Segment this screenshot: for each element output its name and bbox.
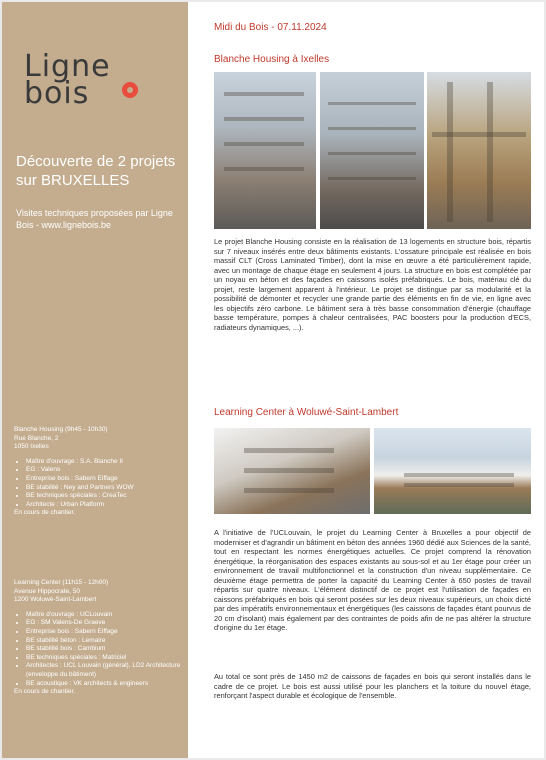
- list-item: • BE stabilité bois : Cambium: [26, 645, 184, 654]
- ligne-bois-logo: [24, 49, 144, 112]
- sidebar-heading: Découverte de 2 projets sur BRUXELLES: [16, 153, 176, 189]
- visit-status: En cours de chantier.: [14, 509, 76, 517]
- section-text-learning-center-2: Au total ce sont près de 1450 m2 de caissons de façades en bois qui seront installés dans le cadre de ce projet. Le bois est aussi utilisé pour les planchers et la toiture du nouvel étage, renforçant l'aspect durable et écologique de l'ensemble.: [214, 672, 531, 700]
- list-item: • Maître d'ouvrage : S.A. Blanche II: [26, 458, 184, 467]
- visit-name: Learning Center (11h15 - 12h00): [14, 579, 109, 586]
- logo-line2: bois: [24, 76, 90, 111]
- logo-dot-icon: [122, 82, 138, 98]
- list-item: • BE stabilité béton : Lemaire: [26, 637, 184, 646]
- visit-blanche-housing: [14, 426, 184, 518]
- section-title-learning-center: Learning Center à Woluwé-Saint-Lambert: [214, 407, 399, 418]
- visit-street: Rue Blanche, 2: [14, 434, 59, 442]
- visit-status: En cours de chantier.: [14, 688, 76, 696]
- visit-name: Blanche Housing (9h45 - 10h30): [14, 426, 108, 433]
- list-item: • BE techniques spéciales : Matriciel: [26, 654, 184, 663]
- list-item: • Entreprise bois : Sabern Eiffage: [26, 628, 184, 637]
- visit-street: Avenue Hippocrate, 50: [14, 587, 81, 595]
- photo-construction-site: [427, 72, 531, 229]
- list-item: • Architectes : UCL Louvain (général), LD2 Architecture (enveloppe du bâtiment): [26, 662, 184, 679]
- page: [2, 2, 544, 758]
- list-item: • EG : Valens: [26, 466, 184, 475]
- list-item: • EG : SM Valens-De Graeve: [26, 619, 184, 628]
- visit-city: 1200 Woluwé-Saint-Lambert: [14, 596, 97, 604]
- page-title: Midi du Bois - 07.11.2024: [214, 22, 327, 33]
- section-text-blanche-housing: Le projet Blanche Housing consiste en la réalisation de 13 logements en structure bois, répartis sur 7 niveaux insérés entre deux bâtiments existants. L'ossature principale est réalisée en bois massif CLT (Cross Laminated Timber), dont la mise en œuvre a été particulièrement rapide, avec un montage de chaque étage en seulement 4 jours. La structure en bois est complétée par un noyau en béton et des façades en caissons isolés préfabriqués. Le bois, matériau clé du projet, reste largement apparent à l'intérieur. Le projet se distingue par sa modularité et la possibilité de démonter et recycler une grande partie des éléments en fin de vie, en ligne avec les objectifs zéro carbone. Le bâtiment sera à très basse consommation d'énergie (chauffage basse température, pompes à chaleur centralisées, PAC boosters pour la production d'ECS, radiateurs dynamiques, ...).: [214, 237, 531, 332]
- visit-learning-center: [14, 579, 184, 697]
- list-item: • Entreprise bois : Sabern Eiffage: [26, 475, 184, 484]
- visit-city: 1050 Ixelles: [14, 443, 49, 451]
- visit-stakeholders: [14, 611, 184, 688]
- list-item: • BE stabilité : Ney and Partners WOW: [26, 484, 184, 493]
- logo-line1: Ligne: [24, 49, 111, 84]
- photo-building-render: [374, 428, 531, 514]
- list-item: • Maître d'ouvrage : UCLouvain: [26, 611, 184, 620]
- section-title-blanche-housing: Blanche Housing à Ixelles: [214, 54, 330, 65]
- photo-3d-model: [214, 428, 370, 514]
- section-text-learning-center-1: A l'initiative de l'UCLouvain, le projet du Learning Center à Bruxelles a pour objectif de moderniser et d'agrandir un bâtiment en béton des années 1960 dédié aux Sciences de la santé, tout en respectant les normes énergétiques actuelles. Ce projet comprend la rénovation énergétique, la réorganisation des espaces existants au sous-sol et au 1er étage pour créer un environnement de travail multifonctionnel et la construction d'un niveau supplémentaire. Ce deuxième étage permettra de porter la capacité du Learning Center à 650 postes de travail répartis sur quatre niveaux. L'élément distinctif de ce projet est l'utilisation de façades en caissons préfabriqués en bois qui seront posées sur les deux niveaux supérieurs, un choix dicté par des impératifs environnementaux et énergétiques (les caissons de façades étant pourvus de 20 cm d'isolant) mais également par des contraintes de poids afin de ne pas altérer la structure d'origine du 1er étage.: [214, 528, 531, 632]
- photo-facade-render: [320, 72, 424, 229]
- photo-facade-street: [214, 72, 316, 229]
- list-item: • Architecte : Urban Platform: [26, 501, 184, 510]
- sidebar: [2, 2, 188, 758]
- visit-stakeholders: [14, 458, 184, 510]
- list-item: • BE acoustique : VK architects & engineers: [26, 680, 184, 689]
- sidebar-subheading: Visites techniques proposées par Ligne Bois - www.lignebois.be: [16, 208, 173, 230]
- list-item: • BE techniques spéciales : CreaTec: [26, 492, 184, 501]
